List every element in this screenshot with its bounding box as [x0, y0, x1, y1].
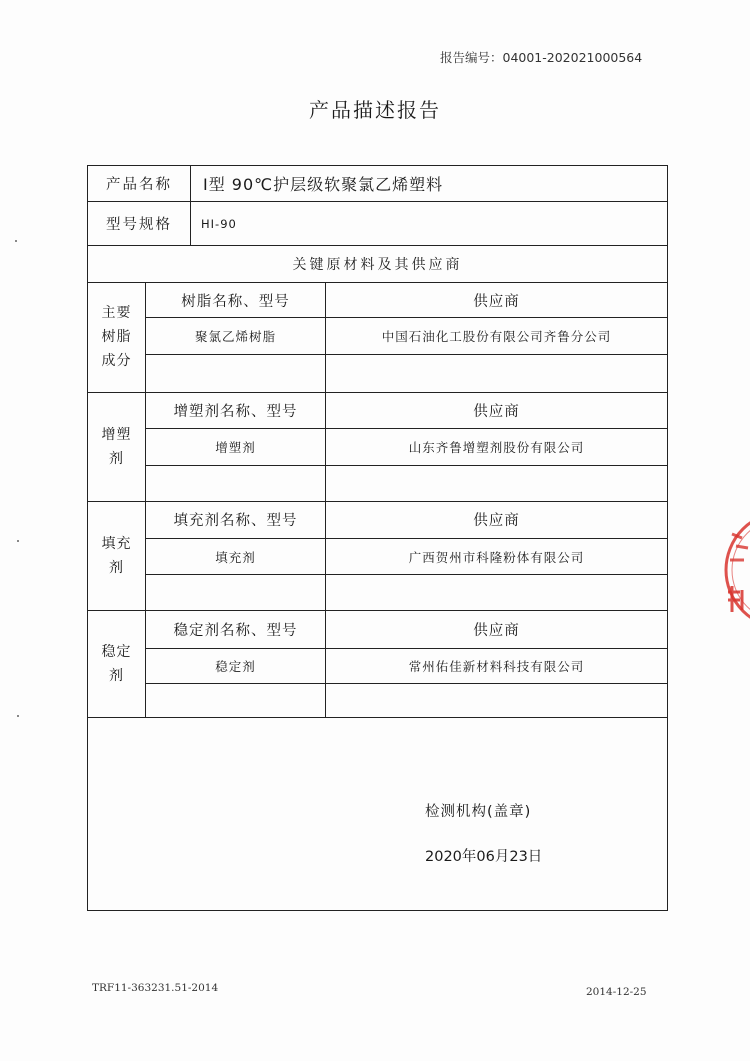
product-name-value: Ⅰ型 90℃护层级软聚氯乙烯塑料	[191, 166, 668, 202]
supplier-header: 供应商	[326, 392, 668, 428]
category-line: 填充	[101, 536, 132, 552]
category-line: 稳定	[101, 644, 132, 661]
name-header: 增塑剂名称、型号	[146, 392, 326, 428]
signature-date: 2020年06月23日	[425, 849, 543, 866]
empty-cell	[326, 465, 668, 501]
material-name: 聚氯乙烯树脂	[146, 318, 326, 355]
supplier-name: 常州佑佳新材料科技有限公司	[326, 649, 668, 684]
category-line: 主要	[101, 305, 132, 322]
empty-cell	[146, 684, 326, 718]
empty-cell	[326, 355, 668, 392]
testing-org-label: 检测机构(盖章)	[425, 804, 532, 821]
scan-mark	[17, 540, 19, 542]
empty-cell	[146, 465, 326, 501]
empty-cell	[146, 355, 326, 392]
material-name: 填充剂	[146, 538, 326, 574]
supplier-name: 广西贺州市科隆粉体有限公司	[326, 538, 668, 574]
category-line: 剂	[109, 668, 124, 685]
category-line: 成分	[101, 353, 132, 370]
category-cell	[88, 283, 146, 392]
model-value: HI-90	[191, 202, 668, 246]
scan-mark	[15, 240, 17, 242]
footer-date: 2014-12-25	[586, 986, 647, 998]
supplier-name: 山东齐鲁增塑剂股份有限公司	[326, 428, 668, 465]
report-table	[87, 165, 668, 911]
supplier-header: 供应商	[326, 501, 668, 538]
category-cell	[88, 501, 146, 610]
name-header: 稳定剂名称、型号	[146, 611, 326, 649]
material-name: 增塑剂	[146, 428, 326, 465]
empty-cell	[326, 684, 668, 718]
product-name-label: 产品名称	[88, 166, 191, 202]
section-title: 关键原材料及其供应商	[88, 246, 668, 283]
category-cell	[88, 611, 146, 718]
empty-cell	[146, 575, 326, 611]
empty-cell	[326, 575, 668, 611]
category-line: 剂	[109, 450, 124, 467]
category-line: 剂	[109, 560, 124, 576]
category-line: 树脂	[101, 329, 132, 346]
model-label: 型号规格	[88, 202, 191, 246]
name-header: 树脂名称、型号	[146, 283, 326, 318]
name-header: 填充剂名称、型号	[146, 501, 326, 538]
material-name: 稳定剂	[146, 649, 326, 684]
category-line: 增塑	[101, 426, 132, 443]
form-code: TRF11-363231.51-2014	[92, 982, 219, 994]
signature-area	[88, 718, 668, 911]
supplier-header: 供应商	[326, 283, 668, 318]
document-title: 产品描述报告	[309, 98, 441, 122]
seal-stamp-icon	[714, 500, 750, 640]
report-number: 报告编号：04001-202021000564	[440, 50, 643, 65]
supplier-header: 供应商	[326, 611, 668, 649]
scan-mark	[17, 715, 19, 717]
supplier-name: 中国石油化工股份有限公司齐鲁分公司	[326, 318, 668, 355]
category-cell	[88, 392, 146, 501]
